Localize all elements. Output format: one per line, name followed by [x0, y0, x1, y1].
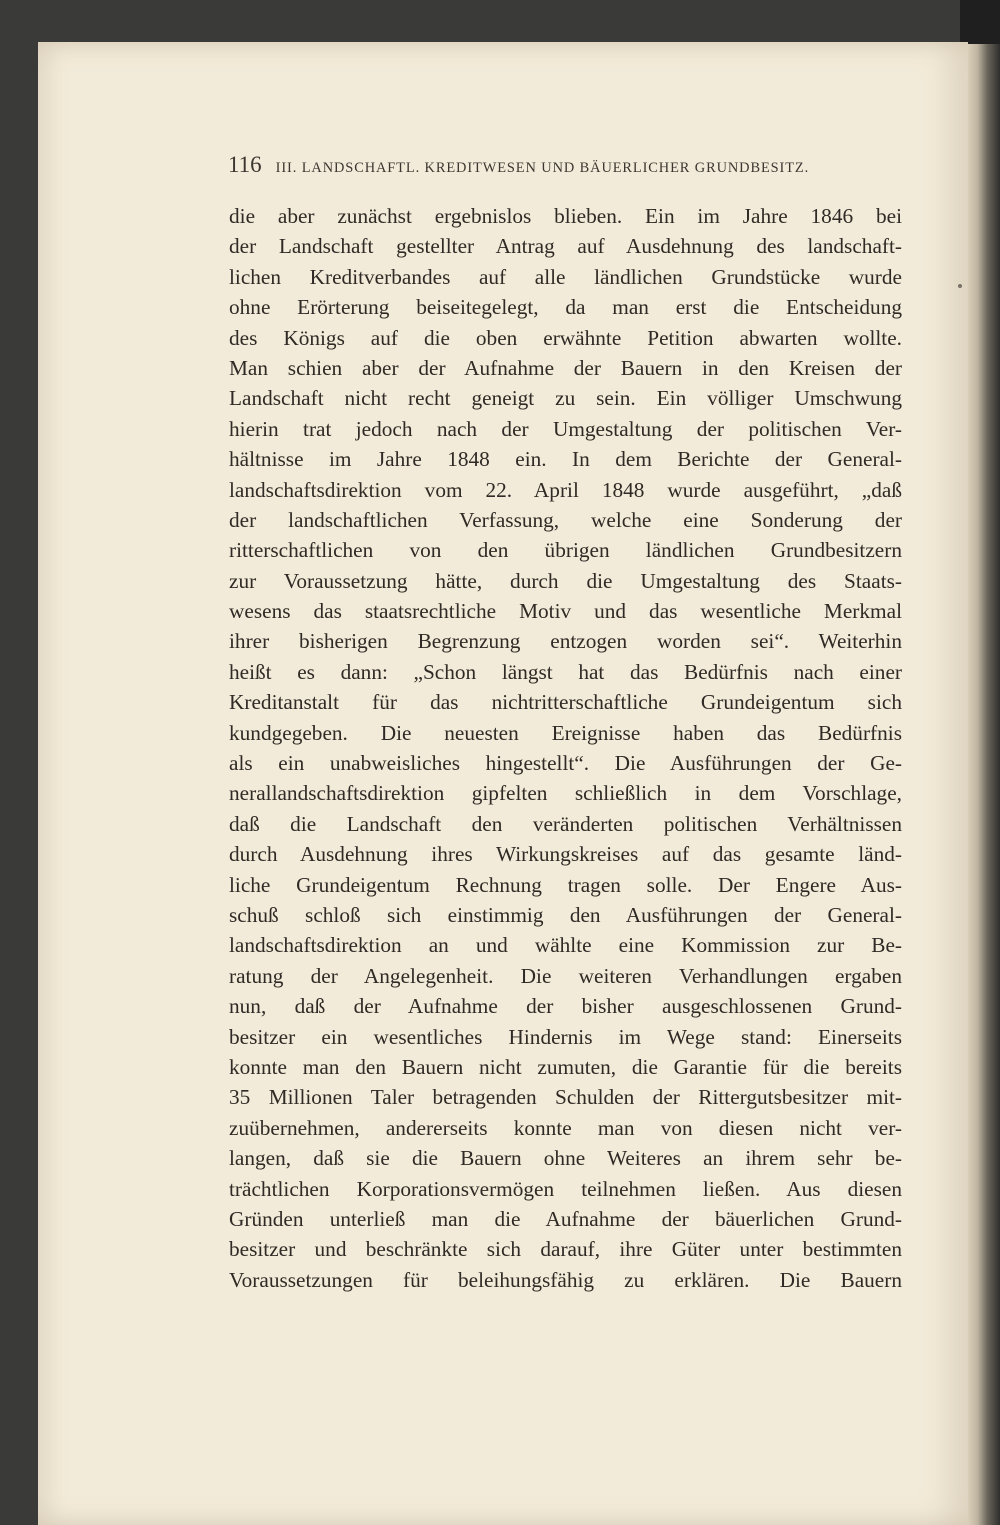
text-line: lichen Kreditverbandes auf alle ländlichen Grundstücke wurde: [229, 264, 902, 289]
text-line: durch Ausdehnung ihres Wirkungskreises auf das gesamte länd-: [229, 842, 902, 867]
text-line: landschaftsdirektion an und wählte eine Kommission zur Be-: [229, 933, 902, 958]
text-line: als ein unabweisliches hingestellt“. Die Ausführungen der Ge-: [229, 751, 902, 776]
page-header: [228, 152, 898, 178]
text-line: liche Grundeigentum Rechnung tragen solle. Der Engere Aus-: [229, 872, 902, 897]
text-line: daß die Landschaft den veränderten politischen Verhältnissen: [229, 811, 902, 836]
text-line: ohne Erörterung beiseitegelegt, da man erst die Entscheidung: [229, 295, 902, 320]
text-line: schuß schloß sich einstimmig den Ausführungen der General-: [229, 902, 902, 927]
text-line: zuübernehmen, andererseits konnte man von diesen nicht ver-: [229, 1115, 902, 1140]
text-line: konnte man den Bauern nicht zumuten, die Garantie für die bereits: [229, 1054, 902, 1079]
text-line: nun, daß der Aufnahme der bisher ausgeschlossenen Grund-: [229, 994, 902, 1019]
text-line: 35 Millionen Taler betragenden Schulden der Rittergutsbesitzer mit-: [229, 1085, 902, 1110]
paper-speck: [958, 284, 962, 288]
text-line: ratung der Angelegenheit. Die weiteren Verhandlungen ergaben: [229, 963, 902, 988]
text-line: Landschaft nicht recht geneigt zu sein. Ein völliger Umschwung: [229, 386, 902, 411]
text-line: Kreditanstalt für das nichtritterschaftliche Grundeigentum sich: [229, 690, 902, 715]
text-line: ritterschaftlichen von den übrigen ländlichen Grundbesitzern: [229, 538, 902, 563]
page-number: 116: [228, 152, 262, 177]
text-line: der landschaftlichen Verfassung, welche eine Sonderung der: [229, 507, 902, 532]
text-line: Voraussetzungen für beleihungsfähig zu erklären. Die Bauern: [229, 1267, 902, 1292]
running-head: III. LANDSCHAFTL. KREDITWESEN UND BÄUERLICHER GRUNDBESITZ.: [275, 160, 810, 176]
text-line: trächtlichen Korporationsvermögen teilnehmen ließen. Aus diesen: [229, 1176, 902, 1201]
text-line: besitzer ein wesentliches Hindernis im Wege stand: Einerseits: [229, 1024, 902, 1049]
text-line: Man schien aber der Aufnahme der Bauern in den Kreisen der: [229, 355, 902, 380]
text-line: des Königs auf die oben erwähnte Petition abwarten wollte.: [229, 325, 902, 350]
text-line: zur Voraussetzung hätte, durch die Umgestaltung des Staats-: [229, 568, 902, 593]
scan-corner-shadow: [960, 0, 1000, 44]
text-line: kundgegeben. Die neuesten Ereignisse haben das Bedürfnis: [229, 720, 902, 745]
text-line: landschaftsdirektion vom 22. April 1848 wurde ausgeführt, „daß: [229, 477, 902, 502]
text-line: hierin trat jedoch nach der Umgestaltung der politischen Ver-: [229, 416, 902, 441]
text-line: wesens das staatsrechtliche Motiv und das wesentliche Merkmal: [229, 599, 902, 624]
text-line: der Landschaft gestellter Antrag auf Ausdehnung des landschaft-: [229, 234, 902, 259]
text-line: ihrer bisherigen Begrenzung entzogen worden sei“. Weiterhin: [229, 629, 902, 654]
text-line: nerallandschaftsdirektion gipfelten schließlich in dem Vorschlage,: [229, 781, 902, 806]
page-edge: [968, 44, 1000, 1525]
text-line: Gründen unterließ man die Aufnahme der bäuerlichen Grund-: [229, 1206, 902, 1231]
text-line: besitzer und beschränkte sich darauf, ihre Güter unter bestimmten: [229, 1237, 902, 1262]
text-line: die aber zunächst ergebnislos blieben. Ein im Jahre 1846 bei: [229, 204, 902, 228]
text-line: langen, daß sie die Bauern ohne Weiteres an ihrem sehr be-: [229, 1146, 902, 1171]
body-text: [229, 201, 902, 1295]
text-line: hältnisse im Jahre 1848 ein. In dem Berichte der General-: [229, 447, 902, 472]
text-line: heißt es dann: „Schon längst hat das Bedürfnis nach einer: [229, 659, 902, 684]
